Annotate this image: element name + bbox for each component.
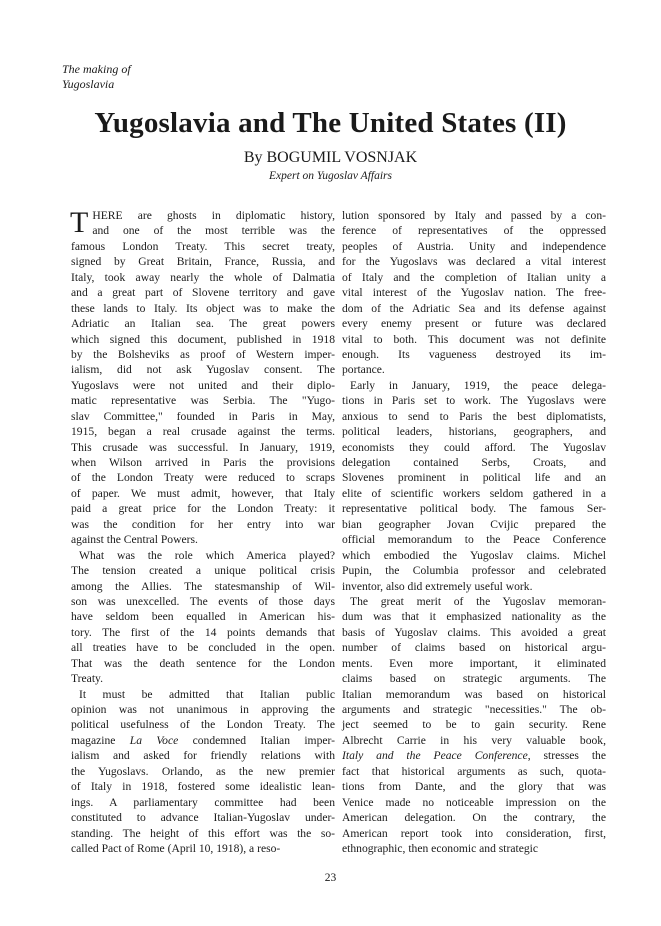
text-line: magazine La Voce condemned Italian imper- (71, 733, 336, 747)
text-line: ialism, did not ask Yugoslav consent. The (71, 363, 335, 377)
page-number: 23 (324, 872, 337, 884)
text-line: Italian memorandum was based on historical (342, 687, 606, 701)
text-line: by the Bolsheviks as proof of Western imper- (71, 347, 335, 361)
text-line: of paper. We must admit, however, that Italy (71, 486, 335, 500)
text-line: ings. A parliamentary committee had been (71, 795, 335, 809)
text-line: number of claims based on historical argu- (342, 641, 606, 655)
text-line: economists they could afford. The Yugoslav (342, 440, 606, 454)
text-line: ments. Even more important, it eliminated (342, 656, 606, 670)
text-line: called Pact of Rome (April 10, 1918), a reso- (71, 841, 281, 855)
text-line: of the London Treaty were reduced to scraps (71, 471, 335, 485)
text-line: Pupin, the Columbia professor and celebrated (342, 564, 606, 578)
text-line: standing. The height of this effort was the so- (71, 826, 335, 840)
text-line: Venice made no noticeable impression on the (342, 795, 606, 809)
right-column (342, 208, 606, 856)
section-label (62, 62, 131, 92)
text-line: delegation contained Serbs, Croats, and (342, 456, 606, 469)
text-line: among the Allies. The statesmanship of Wil- (71, 579, 335, 593)
text-line: of Italy in 1918, fostered some idealistic lean- (71, 780, 335, 794)
text-line: peoples of Austria. Unity and independence (342, 239, 606, 253)
article-title: Yugoslavia and The United States (II) (94, 107, 567, 139)
text-line: Treaty. (71, 672, 103, 686)
text-line: dum was that it emphasized nationality as the (342, 610, 606, 624)
text-line: What was the role which America played? (79, 548, 335, 562)
author-role: Expert on Yugoslav Affairs (269, 170, 392, 182)
text-line: basis of Yugoslav claims. This avoided a great (342, 625, 606, 639)
text-line: political leaders, historians, geographers, and (342, 425, 606, 439)
text-line: fact that historical arguments as such, quota- (342, 764, 606, 778)
byline: By BOGUMIL VOSNJAK (243, 149, 418, 166)
text-line: these lands to Italy. Its object was to make the (71, 301, 335, 315)
text-line: Albrecht Carrie in his very valuable book, (342, 733, 606, 747)
text-line: anxious to send to Paris the best diplomatists, (342, 409, 606, 423)
text-line: Early in January, 1919, the peace delega- (350, 378, 606, 392)
text-line: and one of the most terrible was the (92, 224, 335, 238)
text-line: the Yugoslavs. Orlando, as the new premier (71, 764, 335, 778)
text-line: paid a great price for the London Treaty: it (71, 502, 335, 516)
text-line: ialism and asked for friendly relations with (71, 749, 335, 763)
text-line: It must be admitted that Italian public (79, 687, 335, 701)
text-line: Italy, took away nearly the whole of Dalmatia (71, 270, 335, 284)
text-line: all treaties have to be concluded in the open. (71, 641, 335, 655)
text-line: vital interest of the Yugoslav nation. The free- (342, 286, 606, 300)
text-line: 1915, began a real crusade against the terms. (71, 425, 335, 439)
text-line: representative political body. The famous Ser- (342, 502, 606, 516)
text-line: have seldom been equalled in American his- (71, 610, 335, 624)
text-line: matic representative was Serbia. The "Yugo- (71, 394, 335, 408)
text-line: constituted to advance Italian-Yugoslav under- (71, 811, 335, 825)
text-line: and a great part of Slovene territory and gave (71, 286, 335, 300)
text-line: ject seemed to be to gain security. Rene (342, 718, 606, 732)
text-line: tions from Dante, and the glory that was (342, 780, 606, 794)
left-column (71, 208, 335, 856)
text-line: which signed this document, published in 1918 (71, 332, 335, 346)
text-line: vital to both. This document was not definite (342, 332, 606, 346)
text-line: against the Central Powers. (71, 533, 198, 547)
text-line: bian geographer Jovan Cvijic prepared the (342, 517, 606, 531)
text-line: This crusade was successful. In January, 1919, (71, 440, 335, 454)
text-line: That was the death sentence for the London (71, 656, 335, 670)
text-line: portance. (342, 363, 385, 377)
section-label-line: Yugoslavia (62, 77, 115, 91)
text-line: was the condition for her entry into war (71, 517, 335, 531)
text-line: opinion was not unanimous in approving the (71, 703, 335, 716)
text-line: arguments and strategic "necessities." The ob- (342, 703, 606, 716)
text-line: which embodied the Yugoslav claims. Michel (342, 548, 606, 562)
text-line: political usefulness of the London Treaty. The (71, 718, 335, 732)
text-line: lution sponsored by Italy and passed by a con- (342, 209, 606, 222)
text-line: dom of the Adriatic Sea and its defense against (342, 301, 606, 315)
text-line: claims based on strategic arguments. The (342, 672, 606, 686)
text-line: Slovenes prominent in political life and an (342, 471, 606, 485)
text-line: inventor, also did extremely useful work. (342, 579, 533, 593)
text-line: when Wilson arrived in Paris the provisions (71, 456, 335, 469)
text-line: signed by Great Britain, France, Russia, and (71, 255, 335, 269)
text-line: famous London Treaty. This secret treaty, (71, 239, 335, 253)
text-line: ethnographic, then economic and strategic (342, 841, 539, 855)
text-line: for the Yugoslavs was declared a vital interest (342, 255, 606, 269)
text-line: ference of representatives of the oppressed (342, 224, 606, 238)
text-line: slav Committee," founded in Paris in May, (71, 409, 335, 423)
text-line: The tension created a unique political crisis (71, 564, 335, 578)
text-line: American report took into consideration, first, (342, 826, 606, 840)
text-line: every enemy present or future was declared (342, 317, 606, 331)
text-line: The great merit of the Yugoslav memoran- (350, 594, 606, 608)
text-line: son was unexcelled. The events of those days (71, 594, 335, 608)
drop-cap: T (70, 206, 89, 239)
text-line: Yugoslavs were not united and their diplo- (71, 378, 335, 392)
text-line: official memorandum to the Peace Conference (342, 533, 606, 547)
text-line: tions in Paris set to work. The Yugoslavs were (342, 394, 606, 408)
text-line-content: HERE are ghosts in diplomatic history, (92, 209, 335, 222)
text-line: of Italy and the completion of Italian unity a (342, 270, 606, 284)
text-line: Adriatic an Italian sea. The great powers (71, 317, 335, 331)
text-line: tory. The first of the 14 points demands that (71, 625, 335, 639)
text-line: elite of scientific workers seldom gathered in a (342, 486, 606, 500)
text-line: Italy and the Peace Conference, stresses the (342, 749, 606, 763)
text-line: American delegation. On the contrary, the (342, 811, 606, 825)
section-label-line: The making of (62, 62, 131, 76)
text-line: enough. Its vagueness destroyed its im- (342, 347, 606, 361)
